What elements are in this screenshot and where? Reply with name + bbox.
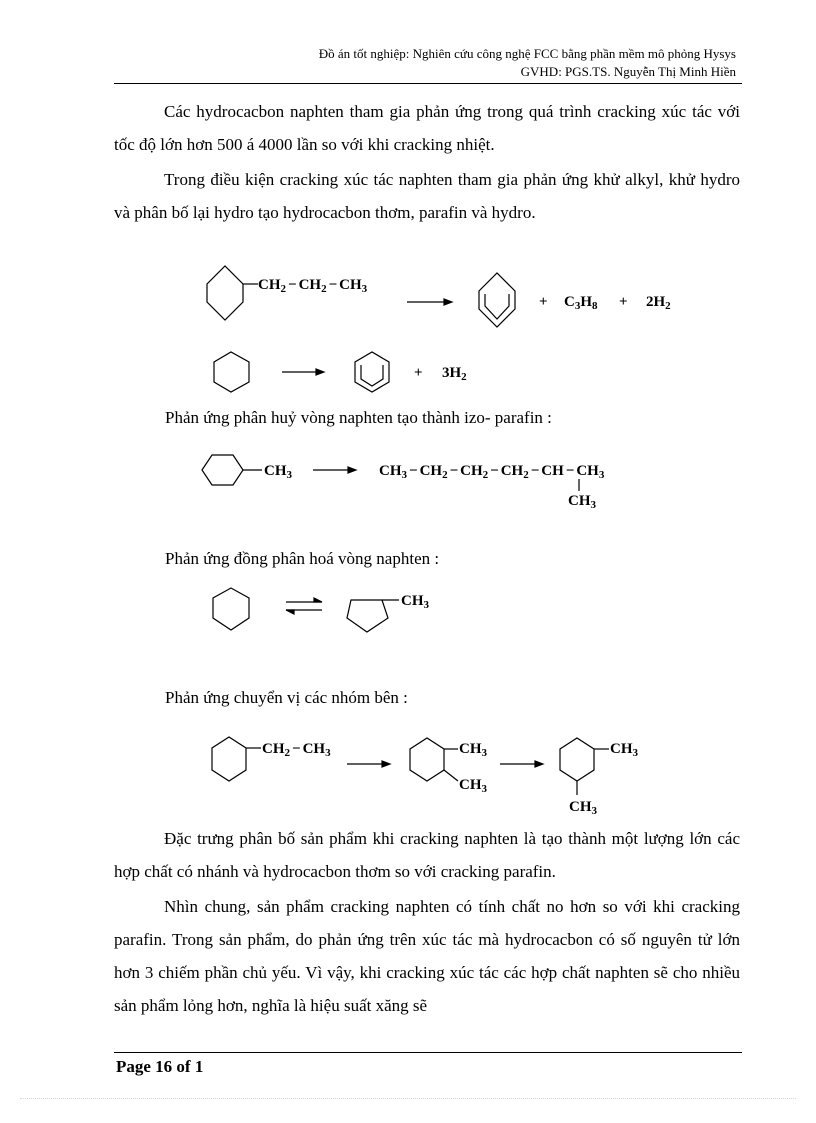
chem-label: $CH_2 - CH_3$ [262,741,331,759]
chem-label: $CH_3$ [610,741,638,759]
arrowhead [348,467,356,473]
paragraph-4: Nhìn chung, sản phẩm cracking naphten có tính chất no hơn so với khi cracking parafin. Trong sản phẩm, do phản ứng trên xúc tác mà hydrocacbon có số nguyên tử lớn hơn 3 chiếm phần chủ yếu. Vì vậy, khi cracking xúc tác các hợp chất naphten sẽ cho nhiều sản phẩm lỏng hơn, nghĩa là hiệu suất xăng sẽ [114,897,740,1015]
page-boundary [20,1098,796,1099]
footer-divider [114,1052,742,1053]
caption-ring-isomerization: Phản ứng đồng phân hoá vòng naphten : [165,549,440,568]
arrowhead [316,369,324,375]
chem-label: $CH_3$ [569,799,597,817]
cyclohexane-ring [214,352,249,392]
paragraph-1: Các hydrocacbon naphten tham gia phản ứng trong quá trình cracking xúc tác với tốc độ lớn hơn 500 á 4000 lần so với khi cracking nhiệt. [114,102,740,154]
chem-label: $2H_2$ [646,294,671,312]
header-line-1: Đồ án tốt nghiệp: Nghiên cứu công nghệ FCC bằng phần mềm mô phỏng Hysys [318,46,736,61]
chem-label: $CH_3$ [264,463,292,481]
plus-sign: + [539,294,548,310]
paragraph-3: Đặc trưng phân bố sản phẩm khi cracking naphten là tạo thành một lượng lớn các hợp chất có nhánh và hydrocacbon thơm so với cracking parafin. [114,829,740,881]
chem-label: $3H_2$ [442,365,467,383]
cyclopentane-ring [347,600,388,632]
chem-label: $CH_3$ [459,741,487,759]
caption-side-group-migration: Phản ứng chuyển vị các nhóm bên : [165,688,408,707]
chem-label: $CH_3 - CH_2 - CH_2 - CH_2$ − CH − $CH_3$ [379,463,605,481]
arrowhead [286,610,294,614]
chem-label: $CH_3$ [568,493,596,511]
arrowhead [382,761,390,767]
cyclohexane-ring [207,266,243,320]
plus-sign: + [619,294,628,310]
chem-label: $CH_2 - CH_2 - CH_3$ [258,277,368,295]
header-line-2: GVHD: PGS.TS. Nguyễn Thị Minh Hiền [520,64,736,79]
chem-label: $CH_3$ [459,777,487,795]
arrowhead [314,598,322,602]
cyclohexane-ring [213,588,249,630]
cyclohexane-ring [212,737,246,781]
page-number: Page 16 of 1 [116,1057,204,1076]
arrowhead [535,761,543,767]
aromatic-inner-bond [485,294,509,319]
caption-ring-cleavage: Phản ứng phân huỷ vòng naphten tạo thành izo- parafin : [165,408,552,427]
aromatic-inner-bond [361,365,383,386]
cyclohexane-ring [202,455,243,485]
cyclohexane-ring [560,738,594,781]
bond [444,770,458,781]
arrowhead [444,299,452,305]
cyclohexane-ring [410,738,444,781]
paragraph-2: Trong điều kiện cracking xúc tác naphten tham gia phản ứng khử alkyl, khử hydro và phân bố lại hydro tạo hydrocacbon thơm, parafin và hydro. [114,170,740,222]
chem-label: $C_3H_8$ [564,294,598,312]
plus-sign: + [414,365,423,381]
chem-label: $CH_3$ [401,593,429,611]
